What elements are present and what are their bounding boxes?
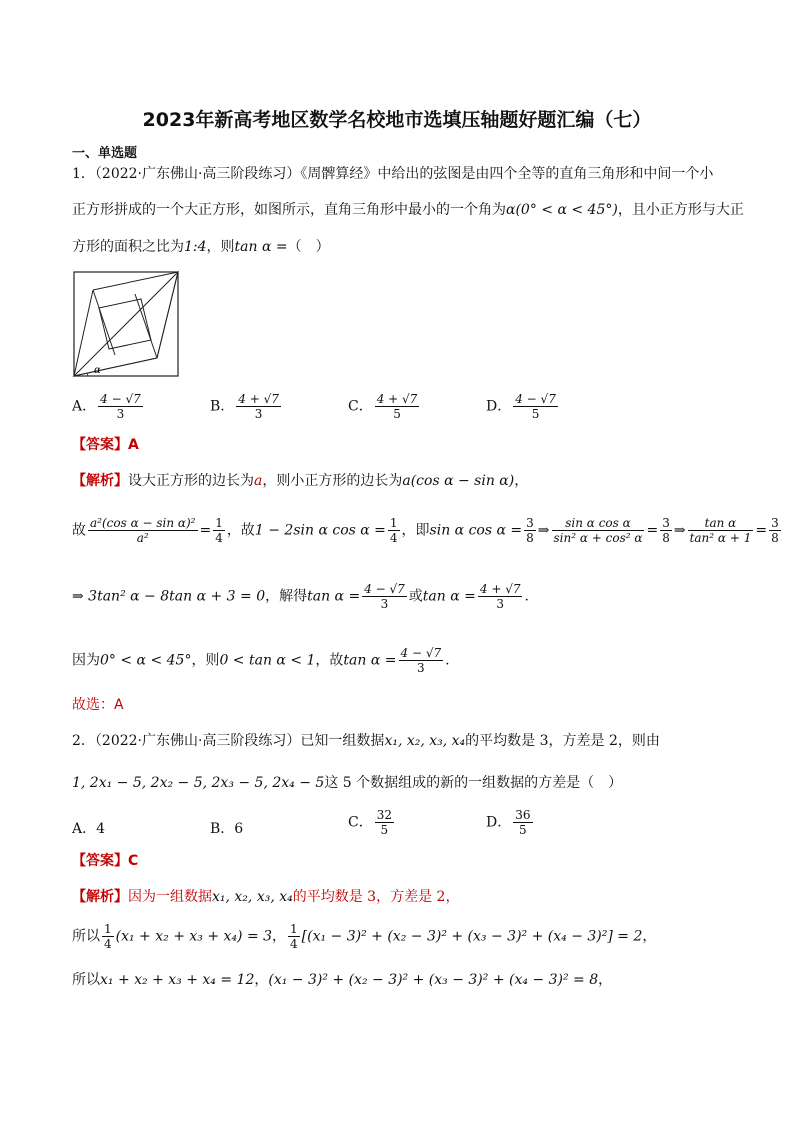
q2-stem-line1: 2．（2022·广东佛山·高三阶段练习）已知一组数据x₁, x₂, x₃, x₄的平均数是 3，方差是 2，则由 [72,733,660,749]
q2-analysis-line1: 【解析】因为一组数据x₁, x₂, x₃, x₄的平均数是 3，方差是 2， [72,889,460,905]
q1-answer: 【答案】A [72,437,139,453]
q1-stem-line1: 1．（2022·广东佛山·高三阶段练习）《周髀算经》中给出的弦图是由四个全等的直角三角形和中间一个小 [72,166,714,182]
q1-option-d: D． $\frac{4 - √7}{5}$ [486,392,556,421]
q2-answer: 【答案】C [72,853,139,869]
section-heading: 一、单选题 [72,146,138,161]
q1-stem-line3: 方形的面积之比为1:4，则tan α =（ ） [72,239,330,255]
q1-option-c: C． $\frac{4 + √7}{5}$ [348,392,418,421]
q1-stem-line2: 正方形拼成的一个大正方形，如图所示，直角三角形中最小的一个角为α(0° < α < 45°)，且小正方形与大正 [72,202,744,218]
q2-option-b: B．6 [210,821,244,837]
q1-analysis-line3: ⇒ 3tan² α − 8tan α + 3 = 0，解得tan α = $\frac{4 - √7}{3}$ 或tan α = $\frac{4 + √7}{3}$ . [72,582,529,611]
q2-option-d: D． $\frac{36}{5}$ [486,808,531,837]
figure-alpha-label: α [94,365,101,376]
q1-choose: 故选：A [72,697,124,713]
q1-analysis-line4: 因为0° < α < 45°，则0 < tan α < 1，故tan α = $\frac{4 - √7}{3}$ . [72,646,450,675]
q2-analysis-line2: 所以 $\frac{1}{4}$ (x₁ + x₂ + x₃ + x₄) = 3， $\frac{1}{4}$ [(x₁ − 3)² + (x₂ − 3)² + (x₃ − 3)² + (x₄ − 3)²] = 2， [72,922,657,951]
q2-stem-line2: 1, 2x₁ − 5, 2x₂ − 5, 2x₃ − 5, 2x₄ − 5这 5 个数据组成的新的一组数据的方差是（ ） [72,775,623,791]
pinwheel-square-figure [72,270,182,378]
q1-option-a: A． $\frac{4 - √7}{3}$ [72,392,141,421]
q2-option-a: A．4 [72,821,106,837]
q1-analysis-line2: 故 $\frac{\text{a²(cos α − sin α)²}}{\text{a²}}$ = $\frac{1}{4}$ ，故1 − 2sin α cos α = $\frac{1}{4}$ ，即sin α cos α = $\frac{3}{8}$ ⇒ $\frac{\text{sin α cos α}}{\text{sin² α + cos² α}}$ = $\frac{3}{8}$ ⇒ $\frac{\text{tan α}}{\text{tan² α + 1}}$ = $\frac{3}{8}$ [72,516,779,545]
q2-option-c: C． $\frac{32}{5}$ [348,808,392,837]
q2-analysis-line3: 所以x₁ + x₂ + x₃ + x₄ = 12，(x₁ − 3)² + (x₂ − 3)² + (x₃ − 3)² + (x₄ − 3)² = 8， [72,972,613,988]
q1-analysis-line1: 【解析】设大正方形的边长为a，则小正方形的边长为a(cos α − sin α)， [72,473,529,489]
q1-option-b: B． $\frac{4 + √7}{3}$ [210,392,279,421]
page-title: 2023年新高考地区数学名校地市选填压轴题好题汇编（七） [142,109,652,131]
